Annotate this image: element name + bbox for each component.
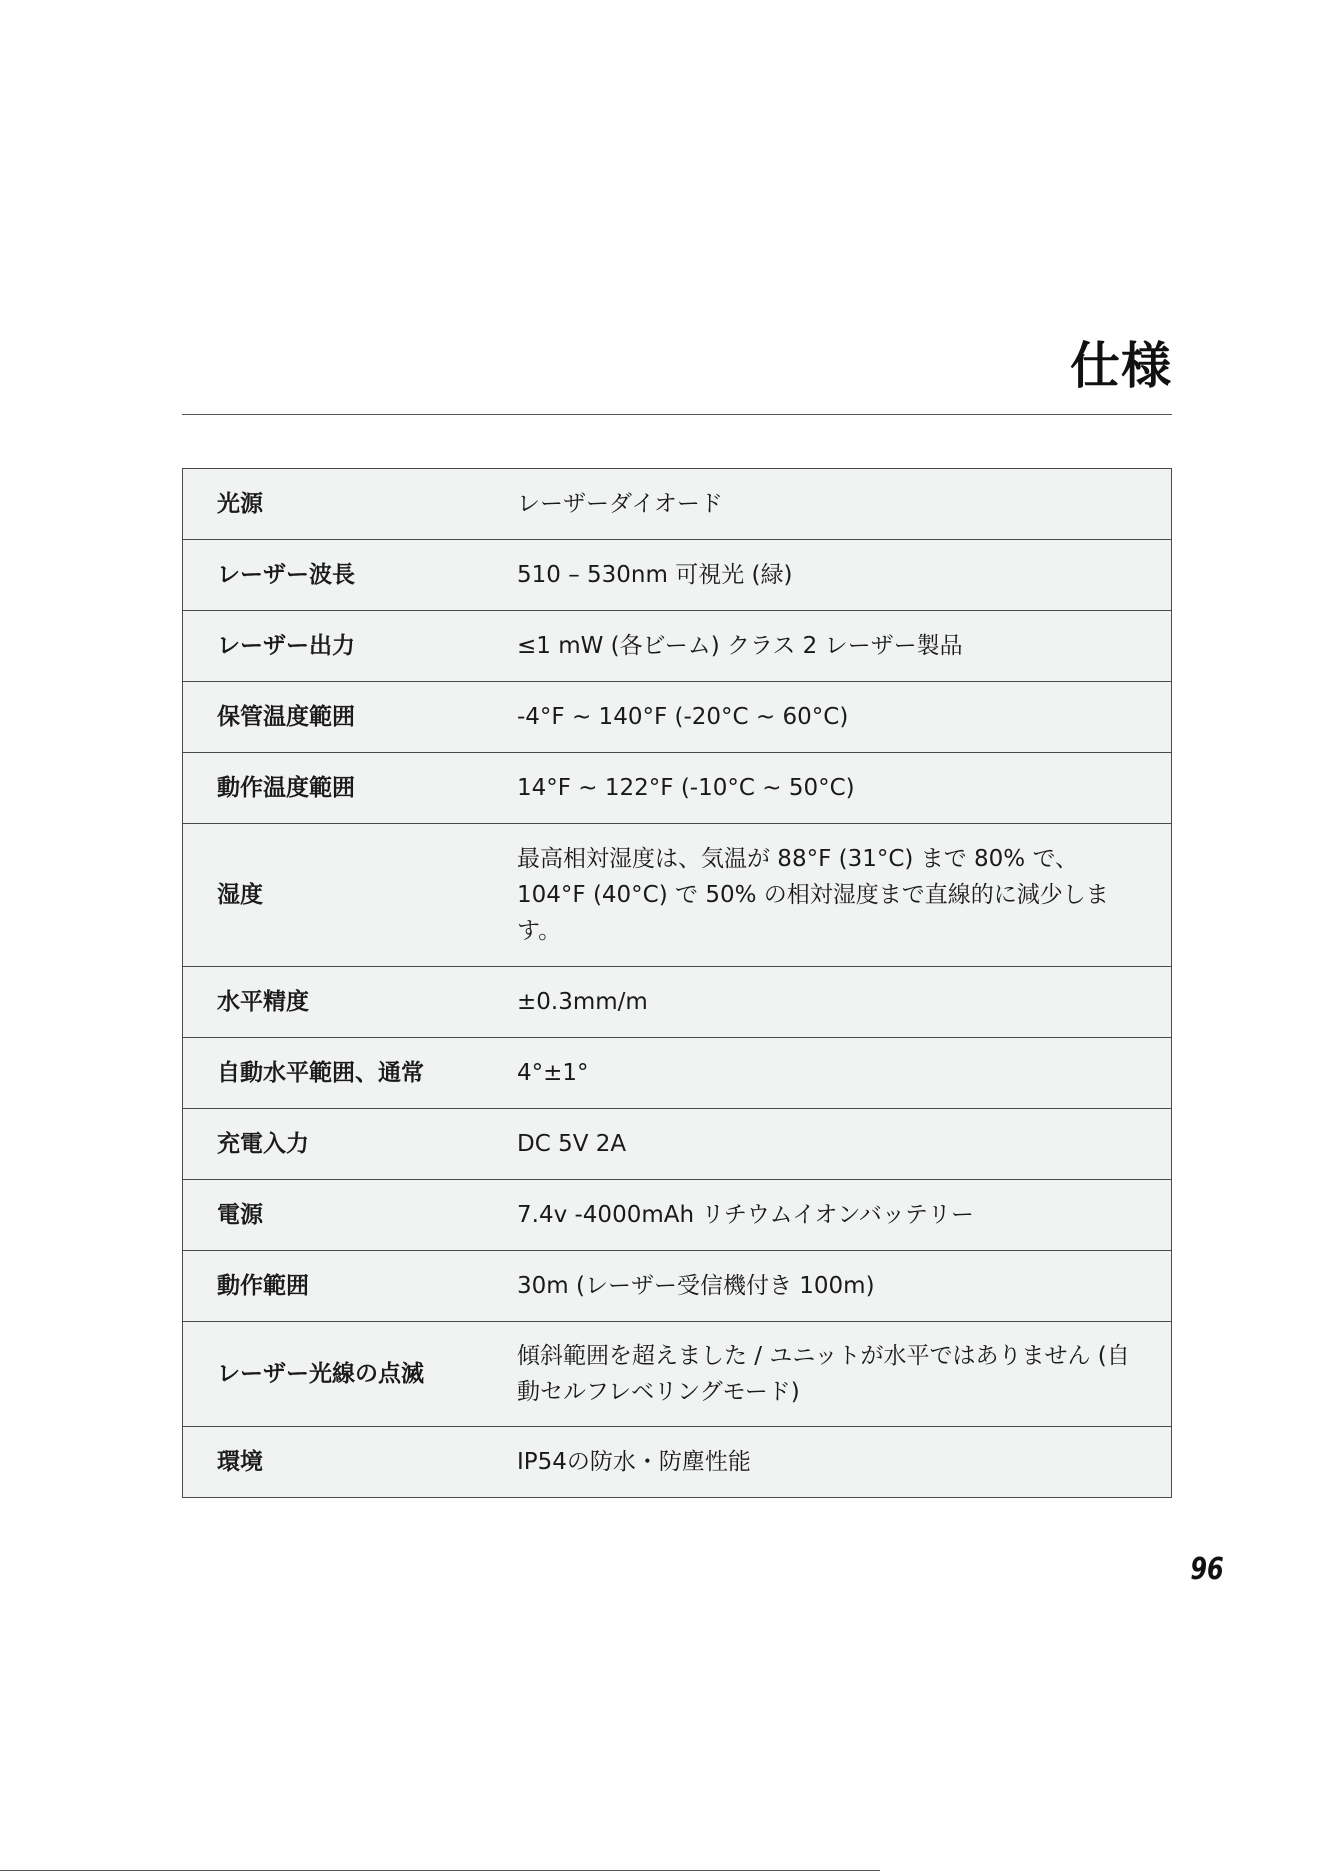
spec-row-humidity	[183, 824, 1172, 967]
spec-value: 傾斜範囲を超えました / ユニットが水平ではありません (自動セルフレベリングモード)	[517, 1322, 1172, 1427]
spec-table	[182, 468, 1172, 1498]
spec-label: 動作温度範囲	[183, 753, 518, 824]
spec-row-laser-flashing	[183, 1322, 1172, 1427]
spec-row-working-range	[183, 1251, 1172, 1322]
page-number: 96	[1190, 1552, 1224, 1587]
footer-divider	[0, 1870, 880, 1871]
spec-row-storage-temp	[183, 682, 1172, 753]
spec-value: 最高相対湿度は、気温が 88°F (31°C) まで 80% で、104°F (40°C) で 50% の相対湿度まで直線的に減少します。	[517, 824, 1172, 967]
spec-label: 水平精度	[183, 967, 518, 1038]
spec-value: 510 – 530nm 可視光 (緑)	[517, 540, 1172, 611]
spec-label: レーザー波長	[183, 540, 518, 611]
spec-label: 充電入力	[183, 1109, 518, 1180]
spec-value: ±0.3mm/m	[517, 967, 1172, 1038]
spec-row-power-source	[183, 1180, 1172, 1251]
spec-row-laser-output	[183, 611, 1172, 682]
spec-value: 30m (レーザー受信機付き 100m)	[517, 1251, 1172, 1322]
spec-row-light-source	[183, 469, 1172, 540]
spec-row-charging-input	[183, 1109, 1172, 1180]
spec-row-level-accuracy	[183, 967, 1172, 1038]
spec-value: -4°F ~ 140°F (-20°C ~ 60°C)	[517, 682, 1172, 753]
spec-row-self-level-range	[183, 1038, 1172, 1109]
page-title: 仕様	[1070, 337, 1172, 395]
spec-value: 7.4v -4000mAh リチウムイオンバッテリー	[517, 1180, 1172, 1251]
spec-label: 自動水平範囲、通常	[183, 1038, 518, 1109]
title-divider	[182, 414, 1172, 415]
spec-value: レーザーダイオード	[517, 469, 1172, 540]
spec-row-wavelength	[183, 540, 1172, 611]
spec-value: 14°F ~ 122°F (-10°C ~ 50°C)	[517, 753, 1172, 824]
spec-label: 保管温度範囲	[183, 682, 518, 753]
spec-label: 電源	[183, 1180, 518, 1251]
spec-value: ≤1 mW (各ビーム) クラス 2 レーザー製品	[517, 611, 1172, 682]
spec-value: DC 5V 2A	[517, 1109, 1172, 1180]
spec-row-environment	[183, 1427, 1172, 1498]
spec-label: 光源	[183, 469, 518, 540]
spec-label: 環境	[183, 1427, 518, 1498]
spec-label: レーザー光線の点滅	[183, 1322, 518, 1427]
spec-value: 4°±1°	[517, 1038, 1172, 1109]
spec-label: 湿度	[183, 824, 518, 967]
spec-value: IP54の防水・防塵性能	[517, 1427, 1172, 1498]
spec-row-operating-temp	[183, 753, 1172, 824]
spec-label: レーザー出力	[183, 611, 518, 682]
spec-label: 動作範囲	[183, 1251, 518, 1322]
